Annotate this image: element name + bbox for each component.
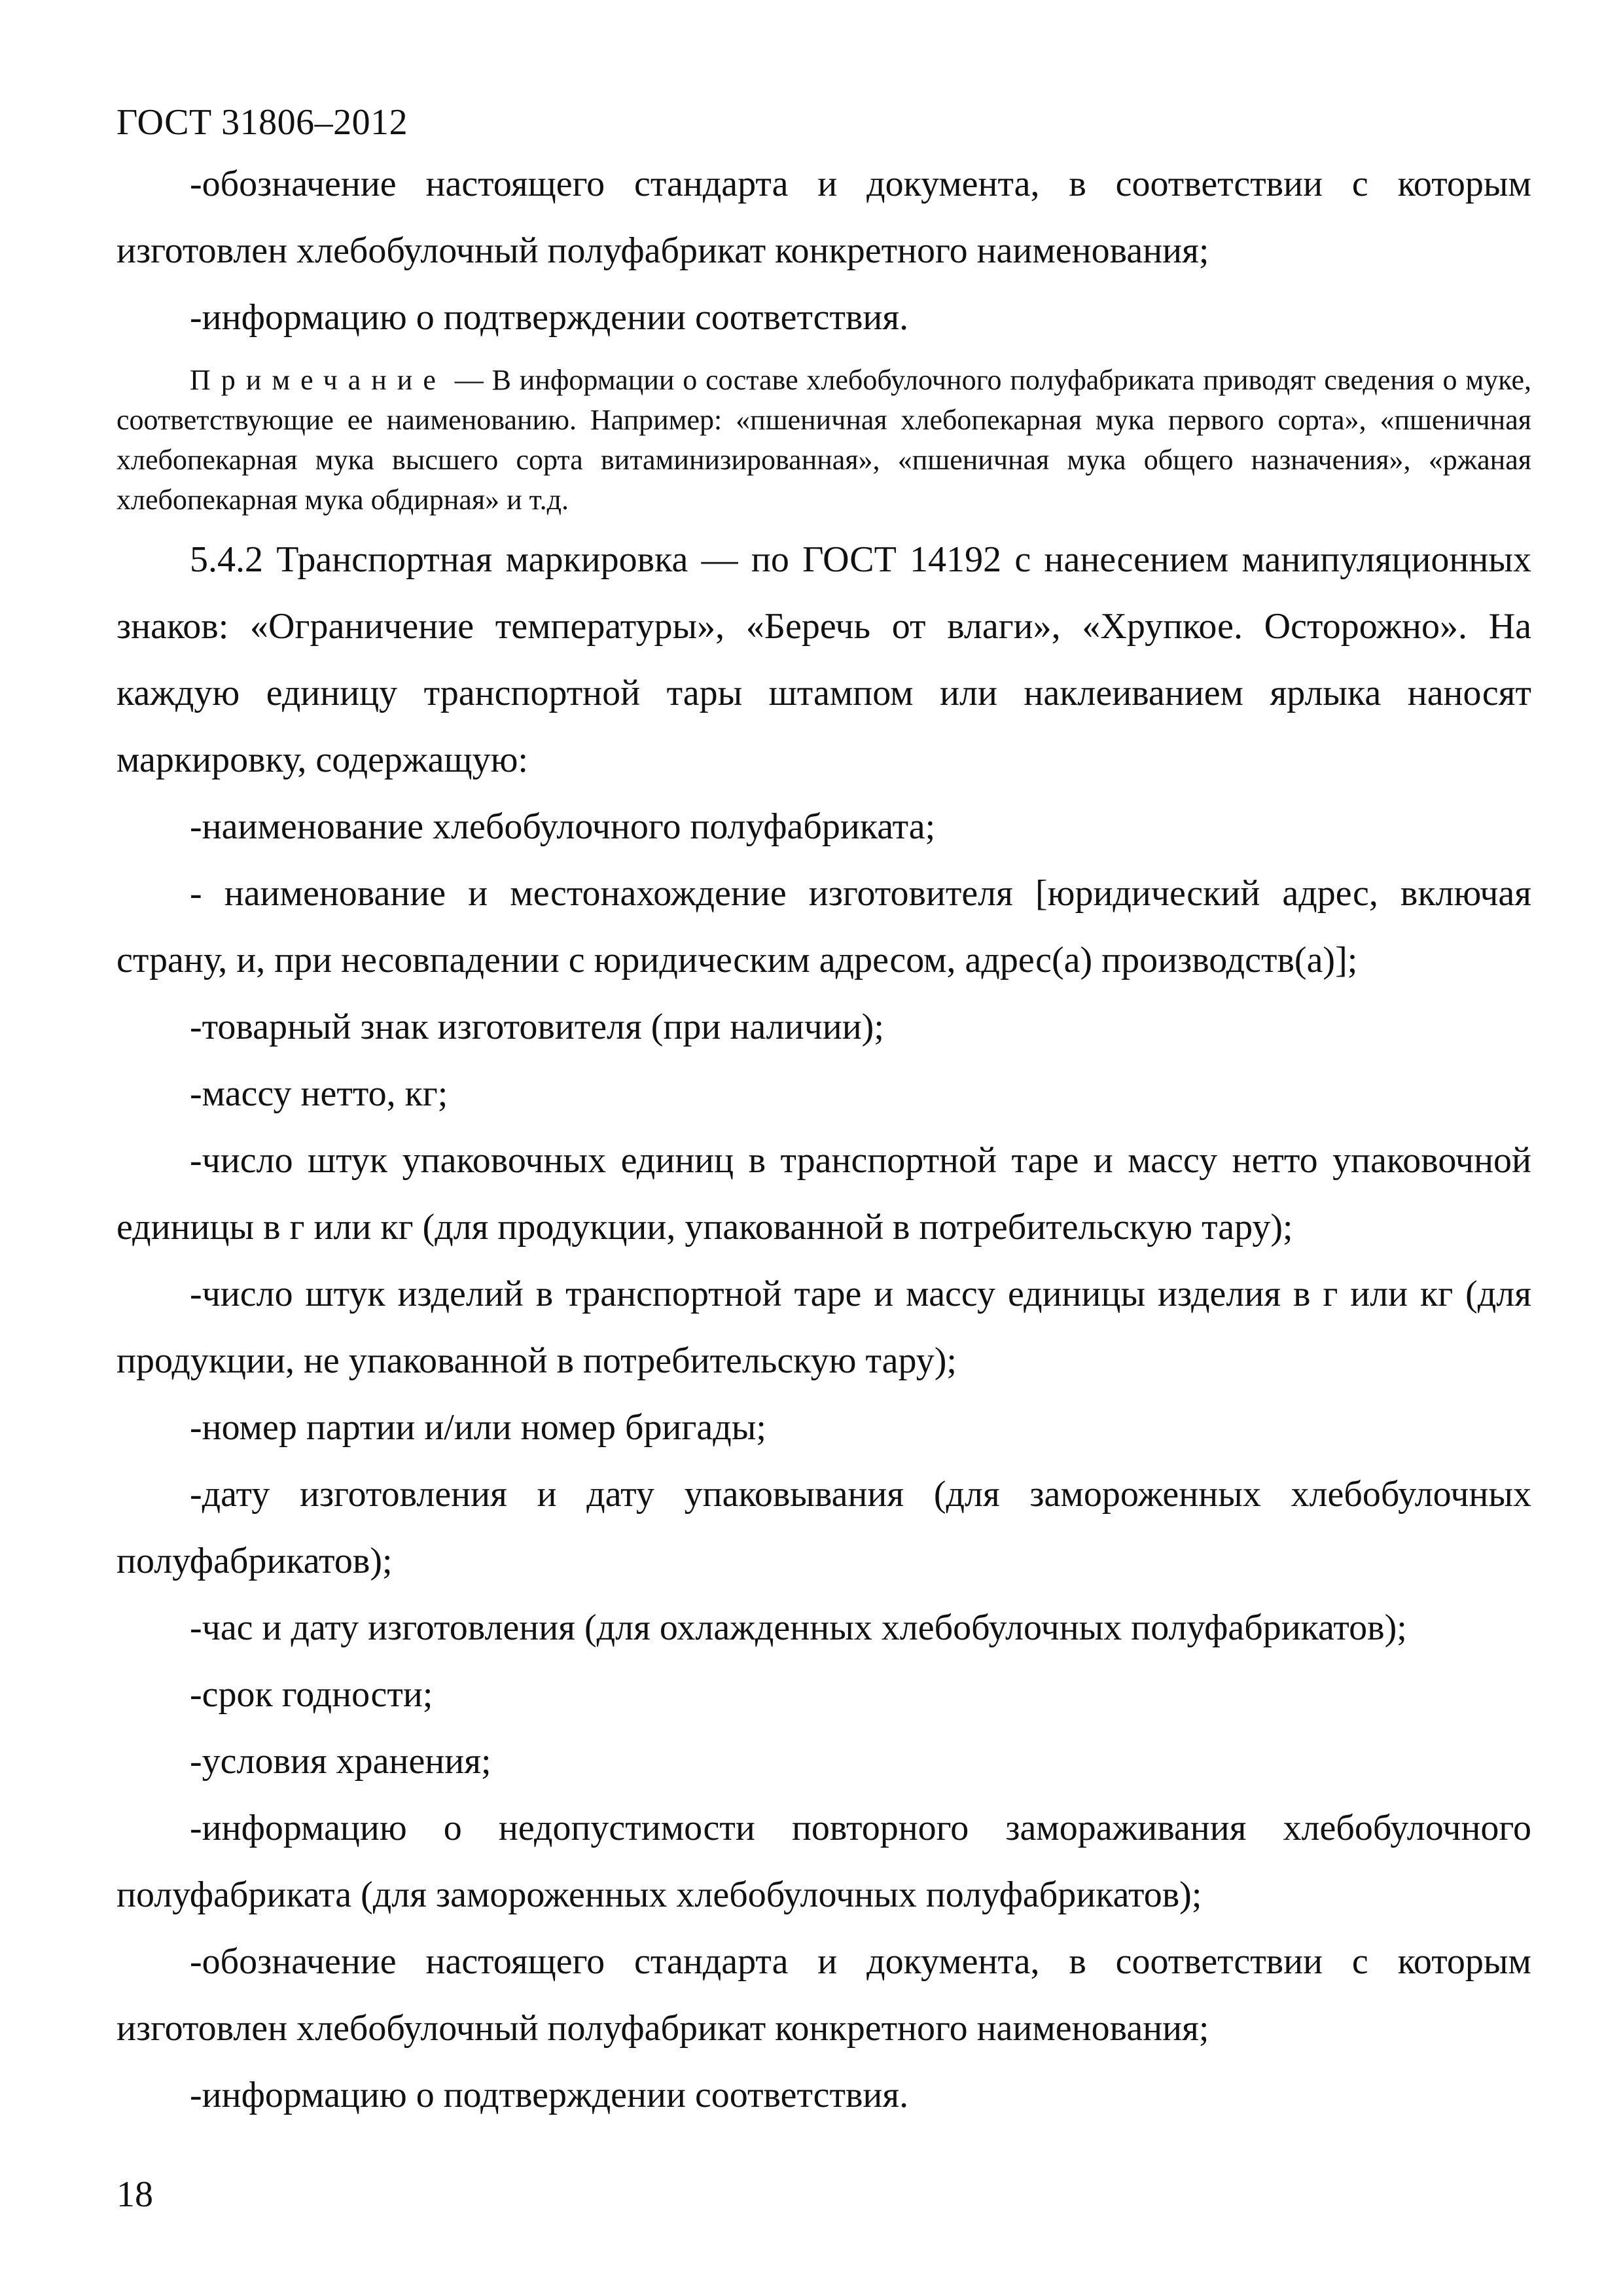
note-block: [116, 360, 1531, 520]
paragraph-conformity: -информацию о подтверждении соответствия.: [190, 297, 909, 338]
note-label: Примечание: [190, 364, 446, 396]
note-text: — В информации о составе хлебобулочного полуфабриката приводят сведения о муке, соответствующие ее наименованию. Например: «пшеничная хлебопекарная мука первого сорта», «пшеничная хлебопекарная мука высшего сорта витаминизированная», «пшеничная мука общего назначения», «ржаная хлебопекарная мука обдирная» и т.д.: [116, 364, 1531, 516]
list-item: -номер партии и/или номер бригады;: [190, 1407, 766, 1448]
list-item: -массу нетто, кг;: [190, 1073, 448, 1114]
section-5-4-2: 5.4.2 Транспортная маркировка — по ГОСТ 14192 с нанесением манипуляционных знаков: «Ограничение температуры», «Беречь от влаги», «Хрупкое. Осторожно». На каждую единицу транспортной тары штампом или наклеиванием ярлыка наносят маркировку, содержащую:: [116, 539, 1531, 780]
list-item: -информацию о подтверждении соответствия.: [190, 2075, 909, 2115]
list-item: -срок годности;: [190, 1674, 433, 1715]
list-item: -число штук упаковочных единиц в транспортной таре и массу нетто упаковочной единицы в г или кг (для продукции, упакованной в потребительскую тару);: [116, 1140, 1531, 1247]
list-item: -информацию о недопустимости повторного замораживания хлебобулочного полуфабриката (для замороженных хлебобулочных полуфабрикатов);: [116, 1808, 1531, 1915]
page-number: 18: [116, 2174, 153, 2215]
list-item: -дату изготовления и дату упаковывания (для замороженных хлебобулочных полуфабрикатов);: [116, 1474, 1531, 1581]
list-item: -наименование хлебобулочного полуфабриката;: [190, 806, 936, 847]
list-item: -число штук изделий в транспортной таре и массу единицы изделия в г или кг (для продукции, не упакованной в потребительскую тару);: [116, 1274, 1531, 1381]
list-item: -час и дату изготовления (для охлажденных хлебобулочных полуфабрикатов);: [190, 1607, 1407, 1648]
list-item: -условия хранения;: [190, 1741, 491, 1782]
paragraph-designation: -обозначение настоящего стандарта и документа, в соответствии с которым изготовлен хлебобулочный полуфабрикат конкретного наименования;: [116, 164, 1531, 271]
list-item: - наименование и местонахождение изготовителя [юридический адрес, включая страну, и, при несовпадении с юридическим адресом, адрес(а) производств(а)];: [116, 873, 1531, 980]
list-item: -товарный знак изготовителя (при наличии);: [190, 1007, 884, 1047]
document-body: [116, 151, 1531, 2128]
list-item: -обозначение настоящего стандарта и документа, в соответствии с которым изготовлен хлебобулочный полуфабрикат конкретного наименования;: [116, 1941, 1531, 2049]
page-header-standard: ГОСТ 31806–2012: [116, 102, 408, 143]
